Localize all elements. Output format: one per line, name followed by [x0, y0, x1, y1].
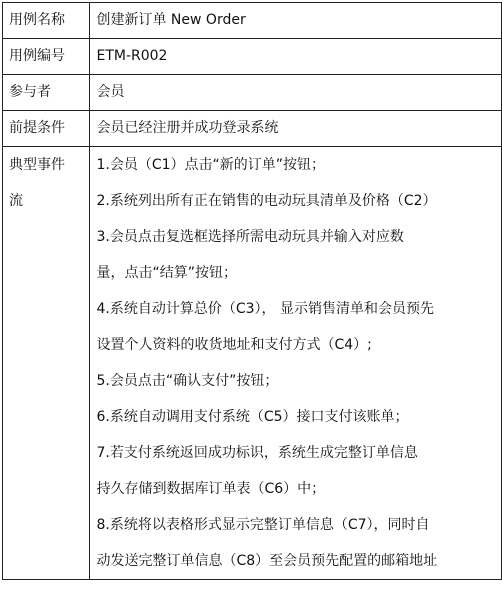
table-row — [3, 75, 502, 111]
value-use-case-name: 创建新订单 New Order — [90, 3, 502, 39]
use-case-table — [2, 2, 502, 580]
table-row — [3, 39, 502, 75]
value-use-case-id: ETM-R002 — [90, 39, 502, 75]
value-actor: 会员 — [90, 75, 502, 111]
table-row — [3, 147, 502, 580]
flow-line: 持久存储到数据库订单表（C6）中； — [96, 481, 326, 497]
main-flow-steps — [90, 147, 502, 580]
label-use-case-name: 用例名称 — [3, 3, 90, 39]
flow-line: 设置个人资料的收货地址和支付方式（C4）; — [96, 337, 372, 353]
flow-line: 1.会员（C1）点击“新的订单”按钮； — [96, 157, 326, 173]
label-main-flow-line2: 流 — [9, 193, 23, 209]
flow-line: 6.系统自动调用支付系统（C5）接口支付该账单； — [96, 409, 409, 425]
flow-line: 3.会员点击复选框选择所需电动玩具并输入对应数 — [96, 229, 404, 245]
label-use-case-id: 用例编号 — [3, 39, 90, 75]
flow-line: 4.系统自动计算总价（C3）， 显示销售清单和会员预先 — [96, 301, 434, 317]
flow-line: 5.会员点击“确认支付”按钮； — [96, 373, 279, 389]
flow-line: 动发送完整订单信息（C8）至会员预先配置的邮箱地址 — [96, 553, 438, 569]
table-row — [3, 111, 502, 147]
label-precondition: 前提条件 — [3, 111, 90, 147]
value-precondition: 会员已经注册并成功登录系统 — [90, 111, 502, 147]
flow-line: 8.系统将以表格形式显示完整订单信息（C7），同时自 — [96, 517, 430, 533]
label-main-flow-line1: 典型事件 — [9, 157, 65, 173]
label-main-flow — [3, 147, 90, 580]
flow-line: 2.系统列出所有正在销售的电动玩具清单及价格（C2） — [96, 193, 437, 209]
label-actor: 参与者 — [3, 75, 90, 111]
flow-line: 量，点击“结算”按钮； — [96, 265, 237, 281]
flow-line: 7.若支付系统返回成功标识，系统生成完整订单信息 — [96, 445, 418, 461]
table-row — [3, 3, 502, 39]
